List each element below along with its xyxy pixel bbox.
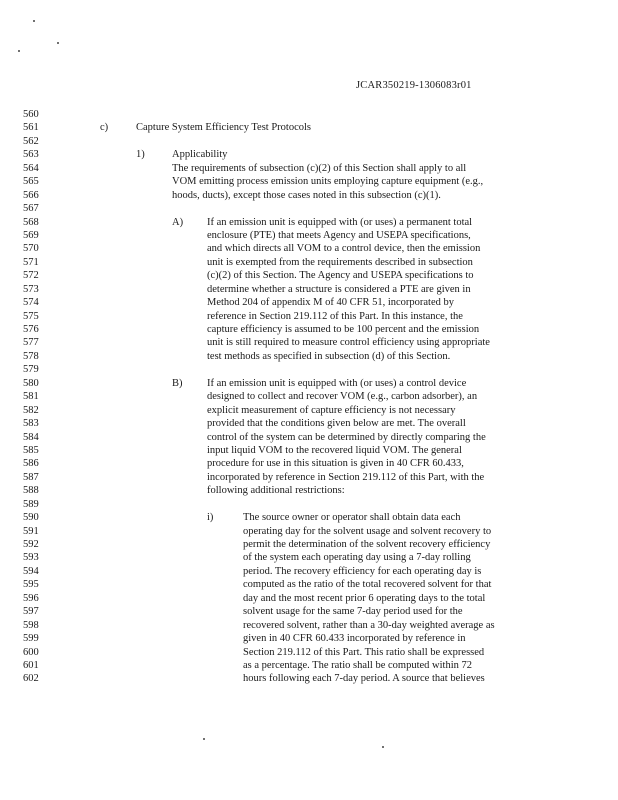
text-line: VOM emitting process emission units employing capture equipment (e.g., [172, 176, 484, 188]
text-line: given in 40 CFR 60.433 incorporated by reference in [243, 633, 466, 645]
line-number: 589 [23, 498, 39, 510]
paragraph-line [0, 431, 618, 444]
line-number: 564 [23, 162, 39, 174]
line-number: 578 [23, 350, 39, 362]
section-c-heading-row [0, 121, 618, 134]
text-line: The requirements of subsection (c)(2) of this Section shall apply to all [172, 162, 467, 174]
text-line: (c)(2) of this Section. The Agency and USEPA specifications to [207, 270, 474, 282]
document-body [0, 108, 618, 686]
line-number: 565 [23, 176, 39, 188]
paragraph-line [0, 417, 618, 430]
line-number: 585 [23, 444, 39, 456]
paragraph-line [0, 605, 618, 618]
text-line: incorporated by reference in Section 219.112 of this Part, with the [207, 471, 485, 483]
line-number: 567 [23, 203, 39, 215]
line-number: 591 [23, 525, 39, 537]
text-line: hoods, ducts), except those cases noted in this subsection (c)(1). [172, 189, 441, 201]
line-number: 561 [23, 122, 39, 134]
text-line: solvent usage for the same 7-day period used for the [243, 606, 463, 618]
line-number: 582 [23, 404, 39, 416]
paragraph-line [0, 511, 618, 524]
paragraph-line [0, 175, 618, 188]
line-number: 594 [23, 565, 39, 577]
line-number: 583 [23, 418, 39, 430]
paragraph-line [0, 216, 618, 229]
paragraph-line [0, 551, 618, 564]
paragraph-line [0, 229, 618, 242]
blank-line [0, 108, 618, 121]
paragraph-line [0, 578, 618, 591]
scan-speck [57, 42, 59, 44]
paragraph-line [0, 444, 618, 457]
line-number: 595 [23, 579, 39, 591]
document-id: JCAR350219-1306083r01 [356, 80, 472, 91]
item-heading: Applicability [172, 149, 228, 161]
text-line: input liquid VOM to the recovered liquid VOM. The general [207, 444, 462, 456]
line-number: 579 [23, 364, 39, 376]
text-line: designed to collect and recover VOM (e.g., carbon adsorber), an [207, 391, 478, 403]
paragraph-line [0, 646, 618, 659]
text-line: provided that the conditions given below are met. The overall [207, 418, 466, 430]
line-number: 593 [23, 552, 39, 564]
line-number: 571 [23, 256, 39, 268]
blank-line [0, 135, 618, 148]
paragraph-line [0, 565, 618, 578]
text-line: If an emission unit is equipped with (or uses) a control device [207, 377, 467, 389]
line-number: 572 [23, 270, 39, 282]
paragraph-line [0, 242, 618, 255]
scan-speck [18, 50, 20, 52]
line-number: 566 [23, 189, 39, 201]
blank-line [0, 498, 618, 511]
paragraph-line [0, 269, 618, 282]
paragraph-line [0, 525, 618, 538]
line-number: 586 [23, 458, 39, 470]
paragraph-line [0, 592, 618, 605]
paragraph-line [0, 457, 618, 470]
line-number: 560 [23, 109, 39, 120]
item-label: A) [172, 216, 184, 228]
line-number: 599 [23, 633, 39, 645]
text-line: enclosure (PTE) that meets Agency and USEPA specifications, [207, 229, 471, 241]
line-number: 598 [23, 619, 39, 631]
scan-speck [203, 738, 205, 740]
paragraph-line [0, 377, 618, 390]
paragraph-line [0, 484, 618, 497]
paragraph-line [0, 256, 618, 269]
text-line: determine whether a structure is considered a PTE are given in [207, 283, 471, 295]
text-line: computed as the ratio of the total recovered solvent for that [243, 579, 492, 591]
text-line: procedure for use in this situation is given in 40 CFR 60.433, [207, 458, 464, 470]
line-number: 602 [23, 673, 39, 685]
text-line: operating day for the solvent usage and solvent recovery to [243, 525, 492, 537]
text-line: reference in Section 219.112 of this Part. In this instance, the [207, 310, 463, 322]
line-number: 588 [23, 485, 39, 497]
text-line: test methods as specified in subsection (d) of this Section. [207, 350, 451, 362]
paragraph-line [0, 404, 618, 417]
text-line: control of the system can be determined by directly comparing the [207, 431, 486, 443]
line-number: 569 [23, 229, 39, 241]
paragraph-line [0, 296, 618, 309]
item-label: i) [207, 512, 214, 524]
text-line: of the system each operating day using a 7-day rolling [243, 552, 471, 564]
text-line: day and the most recent prior 6 operating days to the total [243, 592, 486, 604]
text-line: explicit measurement of capture efficiency is not necessary [207, 404, 456, 416]
text-line: permit the determination of the solvent recovery efficiency [243, 539, 491, 550]
line-number: 592 [23, 539, 39, 550]
paragraph-line [0, 310, 618, 323]
line-number: 576 [23, 324, 39, 335]
blank-line [0, 202, 618, 215]
paragraph-line [0, 632, 618, 645]
scan-speck [382, 746, 384, 748]
line-number: 590 [23, 512, 39, 524]
paragraph-line [0, 659, 618, 672]
paragraph-line [0, 162, 618, 175]
text-line: following additional restrictions: [207, 485, 345, 497]
line-number: 562 [23, 135, 39, 147]
line-number: 596 [23, 592, 39, 604]
paragraph-line [0, 471, 618, 484]
line-number: 575 [23, 310, 39, 322]
line-number: 597 [23, 606, 39, 618]
paragraph-line [0, 350, 618, 363]
paragraph-line [0, 189, 618, 202]
text-line: Method 204 of appendix M of 40 CFR 51, incorporated by [207, 297, 455, 309]
paragraph-line [0, 538, 618, 551]
text-line: as a percentage. The ratio shall be computed within 72 [243, 659, 472, 671]
item-label: B) [172, 377, 183, 389]
blank-line [0, 363, 618, 376]
text-line: period. The recovery efficiency for each operating day is [243, 565, 482, 577]
text-line: recovered solvent, rather than a 30-day weighted average as [243, 619, 495, 631]
line-number: 577 [23, 337, 39, 349]
line-number: 573 [23, 283, 39, 295]
line-number: 601 [23, 659, 39, 671]
line-number: 570 [23, 243, 39, 255]
text-line: capture efficiency is assumed to be 100 percent and the emission [207, 324, 480, 335]
scan-speck [33, 20, 35, 22]
paragraph-line [0, 336, 618, 349]
paragraph-line [0, 283, 618, 296]
line-number: 574 [23, 297, 39, 309]
paragraph-line [0, 390, 618, 403]
line-number: 563 [23, 149, 39, 161]
item-label: 1) [136, 149, 145, 161]
paragraph-line [0, 323, 618, 336]
section-heading: Capture System Efficiency Test Protocols [136, 122, 312, 134]
text-line: and which directs all VOM to a control device, then the emission [207, 243, 481, 255]
line-number: 587 [23, 471, 39, 483]
paragraph-line [0, 672, 618, 685]
text-line: unit is still required to measure control efficiency using appropriate [207, 337, 490, 349]
line-number: 568 [23, 216, 39, 228]
line-number: 581 [23, 391, 39, 403]
item-1-heading-row [0, 148, 618, 161]
text-line: Section 219.112 of this Part. This ratio shall be expressed [243, 646, 485, 658]
section-label: c) [100, 122, 109, 134]
line-number: 584 [23, 431, 39, 443]
line-number: 580 [23, 377, 39, 389]
text-line: The source owner or operator shall obtain data each [243, 512, 461, 524]
paragraph-line [0, 619, 618, 632]
text-line: If an emission unit is equipped with (or uses) a permanent total [207, 216, 473, 228]
line-number: 600 [23, 646, 39, 658]
text-line: unit is exempted from the requirements described in subsection [207, 256, 473, 268]
text-line: hours following each 7-day period. A source that believes [243, 673, 485, 685]
